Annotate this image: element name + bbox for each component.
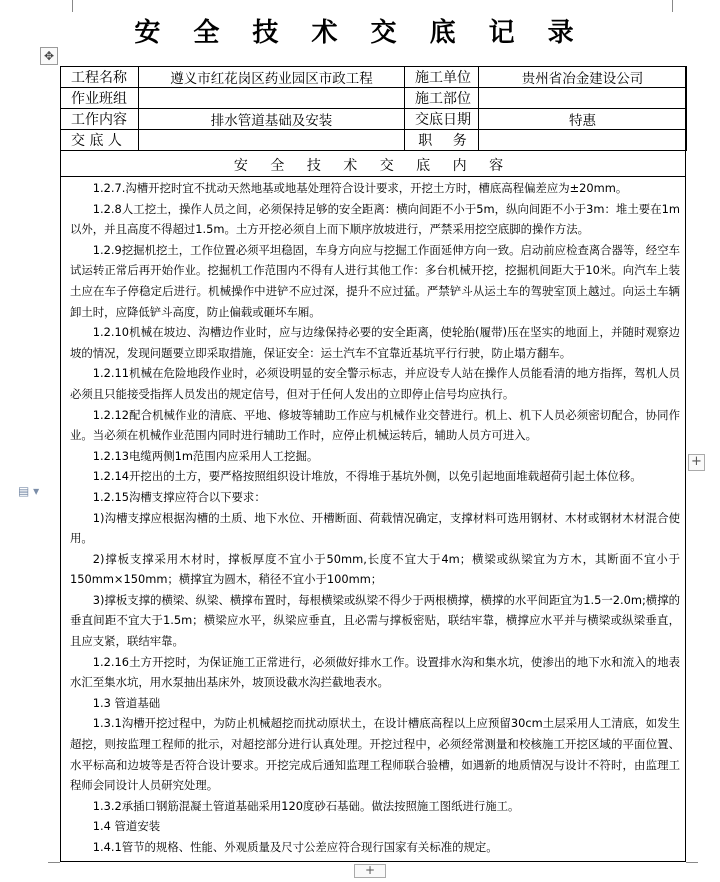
- work-content-label: 工作内容: [61, 109, 139, 130]
- header-table: [60, 66, 687, 151]
- paragraph: 1.2.9挖掘机挖土，工作位置必须平坦稳固，车身方向应与挖掘工作面延伸方向一致。启动前应检查离合器等，经空车试运转正常后再开始作业。挖掘机工作范围内不得有人进行其他工作：多台机械开挖，挖掘机间距大于10米。向汽车上装土应在车子停稳定后进行。机械操作中进铲不应过深，提升不应过猛。严禁铲斗从运土车的驾驶室顶上越过。向运土车辆卸土时，应降低铲斗高度，防止偏载或砸坏车厢。: [70, 242, 680, 319]
- paragraph: 1.3.1沟槽开挖过程中，为防止机械超挖而扰动原状土，在设计槽底高程以上应预留30cm土层采用人工清底，如发生超挖，则按监理工程师的批示，对超挖部分进行认真处理。开挖过程中，必须经常测量和校核施工开挖区域的平面位置、水平标高和边坡等是否符合设计要求。开挖完成后通知监理工程师联合验槽，如遇新的地质情况与设计不符时，由监理工程师会同设计人员研究处理。: [70, 716, 680, 793]
- construction-dept-value[interactable]: [479, 88, 687, 109]
- section-heading: 1.3 管道基础: [92, 695, 161, 710]
- crop-mark-top-right: [672, 0, 685, 12]
- page-title: 安 全 技 术 交 底 记 录: [134, 18, 586, 48]
- crop-mark-top-left: [60, 0, 73, 12]
- paragraph: 2)撑板支撑采用木材时，撑板厚度不宜小于50mm,长度不宜大于4m；横梁或纵梁宜为方木，其断面不宜小于150mm×150mm；横撑宜为圆木，稍径不宜小于100mm；: [70, 551, 680, 587]
- project-name-label: 工程名称: [61, 67, 139, 88]
- section-heading: 1.4 管道安装: [92, 819, 161, 834]
- project-name-value[interactable]: 遵义市红花岗区药业园区市政工程: [139, 67, 405, 88]
- add-column-icon[interactable]: +: [688, 454, 705, 471]
- construction-dept-label: 施工部位: [405, 88, 479, 109]
- paragraph: 3)撑板支撑的横梁、纵梁、横撑布置时，每根横梁或纵梁不得少于两根横撑，横撑的水平间距宜为1.5一2.0m;横撑的垂直间距不宜大于1.5m；横梁应水平，纵梁应垂直，且必需与撑板密贴，联结牢靠，横撑应水平并与横梁或纵梁垂直，且应支紧，联结牢靠。: [70, 592, 680, 649]
- briefer-label: 交 底 人: [61, 130, 139, 151]
- table-move-handle-icon[interactable]: ✥: [40, 47, 58, 65]
- paragraph: 1.2.16土方开挖时，为保证施工正常进行，必须做好排水工作。设置排水沟和集水坑，使渗出的地下水和流入的地表水汇至集水坑，用水泵抽出基床外，坡顶设截水沟拦截地表水。: [70, 654, 680, 690]
- work-content-value[interactable]: 排水管道基础及安装: [139, 109, 405, 130]
- briefing-content[interactable]: [70, 178, 680, 858]
- paragraph: 1.4.1管节的规格、性能、外观质量及尺寸公差应符合现行国家有关标准的规定。: [92, 840, 498, 854]
- briefer-value[interactable]: [139, 130, 405, 151]
- briefing-date-value[interactable]: 特惠: [479, 109, 687, 130]
- paragraph: 1.2.7.沟槽开挖时宜不扰动天然地基或地基处理符合设计要求，开挖土方时，槽底高程偏差应为±20mm。: [92, 181, 628, 195]
- paragraph: 1)沟槽支撑应根据沟槽的土质、地下水位、开槽断面、荷载情况确定，支撑材料可选用钢材、木材或钢材木材混合使用。: [70, 510, 680, 546]
- paragraph: 1.3.2承插口钢筋混凝土管道基础采用120度砂石基础。做法按照施工图纸进行施工。: [92, 798, 520, 813]
- header-row-project: [61, 67, 687, 88]
- paragraph: 1.2.15沟槽支撑应符合以下要求：: [92, 489, 266, 504]
- section-title: 安 全 技 术 交 底 内 容: [60, 156, 686, 177]
- paragraph: 1.2.10机械在坡边、沟槽边作业时，应与边缘保持必要的安全距离，使轮胎(履带)压在坚实的地面上，并随时观察边坡的情况，发现问题要立即采取措施，保证安全：运土汽车不宜靠近基坑平行行驶，防止塌方翻车。: [70, 325, 680, 360]
- document-options-icon[interactable]: ▤ ▾: [18, 484, 40, 498]
- paragraph: 1.2.14开挖出的土方，要严格按照组织设计堆放，不得堆于基坑外侧，以免引起地面堆载超荷引起土体位移。: [92, 469, 642, 484]
- add-row-icon[interactable]: +: [354, 864, 386, 878]
- header-row-work: [61, 109, 687, 130]
- briefing-date-label: 交底日期: [405, 109, 479, 130]
- construction-unit-label: 施工单位: [405, 67, 479, 88]
- paragraph: 1.2.11机械在危险地段作业时，必须设明显的安全警示标志，并应设专人站在操作人员能看清的地方指挥，驾机人员必须且只能接受指挥人员发出的规定信号，但对于任何人发出的立即停止信号均应执行。: [70, 366, 680, 401]
- paragraph: 1.2.8人工挖土，操作人员之间，必须保持足够的安全距离：横向间距不小于5m，纵向间距不小于3m：堆土要在1m以外，并且高度不得超过1.5m。土方开挖必须自上而下顺序放坡进行，严禁采用挖空底脚的操作方法。: [70, 201, 680, 237]
- team-label: 作业班组: [61, 88, 139, 109]
- team-value[interactable]: [139, 88, 405, 109]
- position-label: 职 务: [405, 130, 479, 151]
- paragraph: 1.2.12配合机械作业的清底、平地、修坡等辅助工作应与机械作业交替进行。机上、机下人员必须密切配合，协同作业。当必须在机械作业范围内同时进行辅助工作时，应停止机械运转后，辅助人员方可进入。: [70, 407, 680, 443]
- crop-mark-bottom-left: [48, 862, 60, 875]
- header-row-team: [61, 88, 687, 109]
- paragraph: 1.2.13电缆两侧1m范围内应采用人工挖掘。: [92, 448, 319, 463]
- construction-unit-value[interactable]: 贵州省冶金建设公司: [479, 67, 687, 88]
- position-value[interactable]: [479, 130, 687, 151]
- crop-mark-bottom-right: [686, 862, 698, 875]
- header-row-briefer: [61, 130, 687, 151]
